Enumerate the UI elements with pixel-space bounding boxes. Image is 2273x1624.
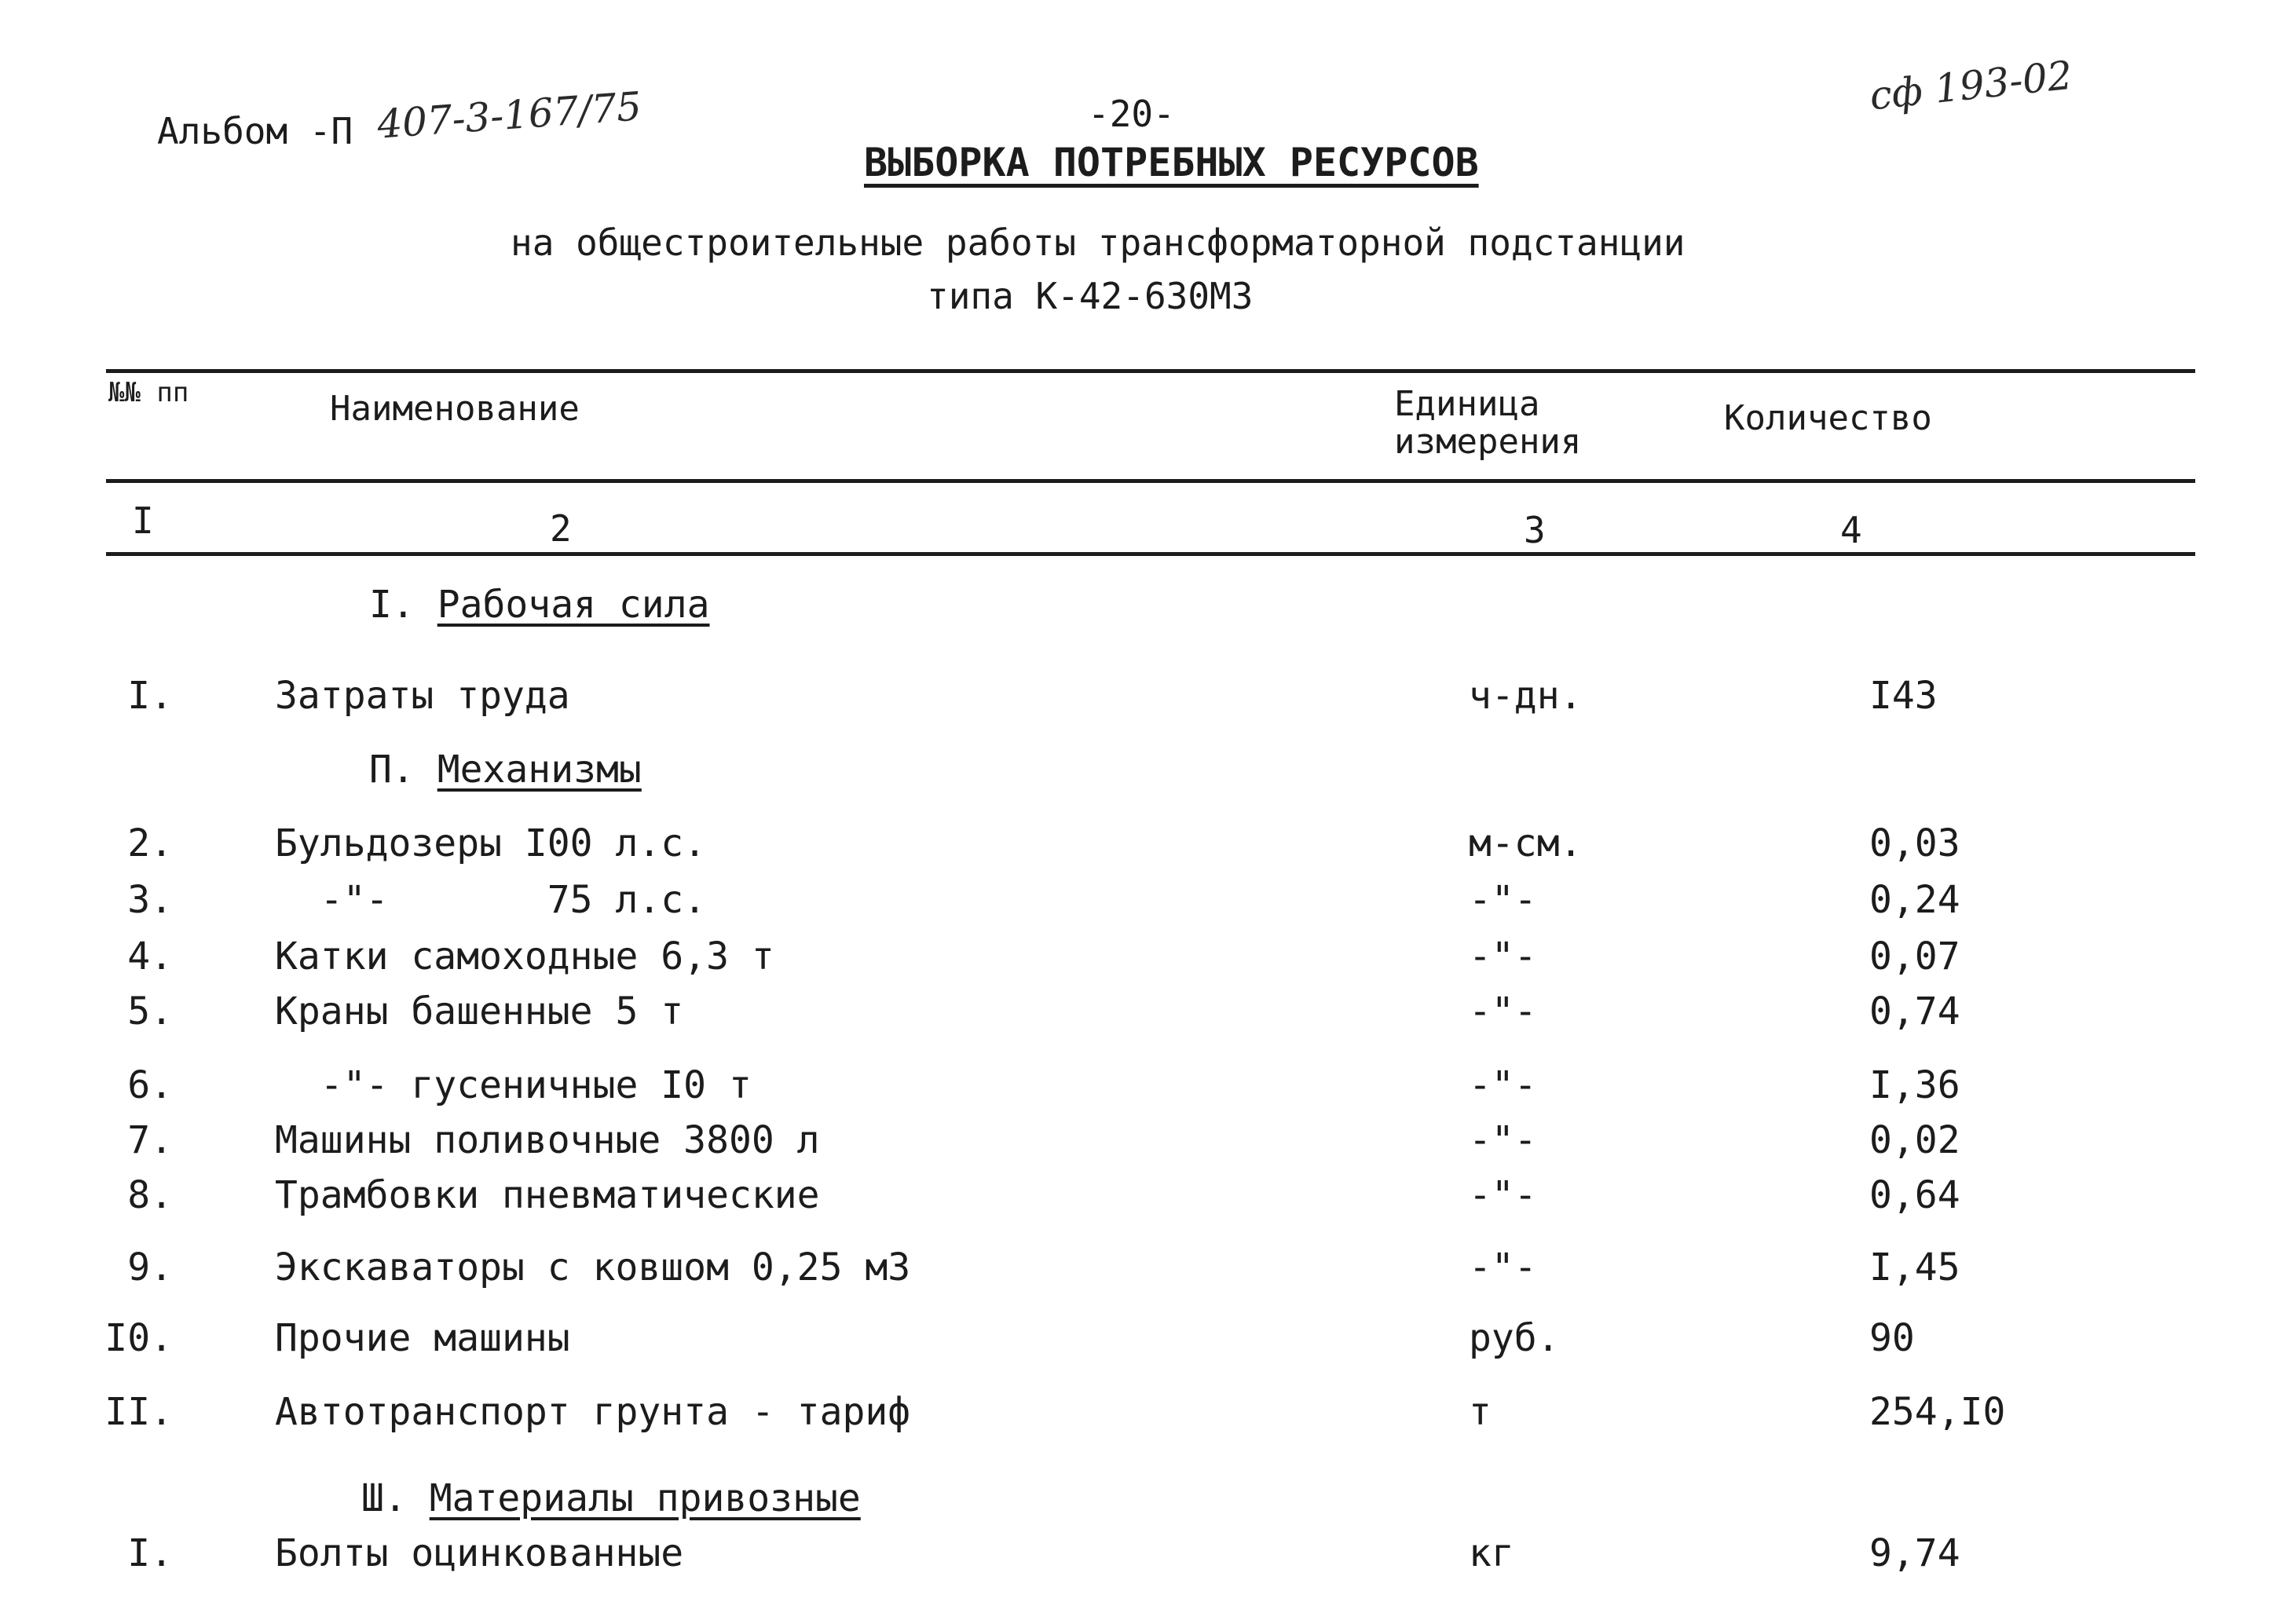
row-quantity: 9,74 (1869, 1531, 1960, 1575)
col-number-2: 2 (550, 507, 572, 550)
section-heading-labor (369, 583, 709, 627)
row-unit: -"- (1469, 878, 1537, 922)
table-row (0, 1118, 2273, 1165)
table-row (0, 935, 2273, 982)
section-title: Материалы привозные (429, 1476, 861, 1520)
row-number: 7. (127, 1118, 173, 1162)
row-number: I0. (104, 1316, 173, 1360)
row-quantity: 0,64 (1869, 1173, 1960, 1217)
row-number: 9. (127, 1245, 173, 1289)
row-quantity: 0,02 (1869, 1118, 1960, 1162)
col-header-qty: Количество (1724, 398, 1932, 438)
row-name: Экскаваторы с ковшом 0,25 м3 (275, 1245, 911, 1289)
row-number: II. (104, 1390, 173, 1434)
row-number: I. (127, 674, 173, 718)
row-quantity: 0,74 (1869, 989, 1960, 1033)
document-subtitle-line2: типа К-42-630МЗ (927, 275, 1254, 317)
col-header-unit-line2: измерения (1394, 422, 1582, 462)
row-number: 3. (127, 878, 173, 922)
row-unit: -"- (1469, 1245, 1537, 1289)
table-row (0, 989, 2273, 1037)
row-number: 2. (127, 821, 173, 865)
table-header-rule (106, 479, 2195, 483)
row-quantity: 90 (1869, 1316, 1915, 1360)
section-title: Рабочая сила (437, 583, 710, 627)
row-unit: кг (1469, 1531, 1514, 1575)
row-unit: ч-дн. (1469, 674, 1583, 718)
document-subtitle-line1: на общестроительные работы трансформаторной подстанции (511, 221, 1686, 264)
table-row (0, 674, 2273, 721)
table-top-rule (106, 369, 2195, 373)
section-title: Механизмы (437, 748, 642, 792)
table-row (0, 1531, 2273, 1578)
row-unit: -"- (1469, 1173, 1537, 1217)
col-header-unit-line1: Единица (1394, 384, 1540, 424)
row-unit: т (1469, 1390, 1492, 1434)
document-title: ВЫБОРКА ПОТРЕБНЫХ РЕСУРСОВ (864, 140, 1479, 185)
table-row (0, 1063, 2273, 1110)
row-name: -"- 75 л.с. (275, 878, 707, 922)
table-row (0, 878, 2273, 925)
table-row (0, 1173, 2273, 1220)
row-number: 8. (127, 1173, 173, 1217)
page-number: -20- (1088, 93, 1175, 135)
section-prefix: Ш. (361, 1476, 407, 1520)
row-name: Болты оцинкованные (275, 1531, 684, 1575)
row-quantity: I,36 (1869, 1063, 1960, 1107)
row-number: I. (127, 1531, 173, 1575)
row-unit: м-см. (1469, 821, 1583, 865)
row-name: Машины поливочные 3800 л (275, 1118, 820, 1162)
col-number-4: 4 (1840, 509, 1862, 551)
table-row (0, 1390, 2273, 1437)
row-number: 6. (127, 1063, 173, 1107)
row-quantity: 0,07 (1869, 935, 1960, 978)
row-quantity: 254,I0 (1869, 1390, 2006, 1434)
table-row (0, 1316, 2273, 1363)
row-unit: -"- (1469, 1118, 1537, 1162)
row-name: Автотранспорт грунта - тариф (275, 1390, 911, 1434)
row-quantity: 0,24 (1869, 878, 1960, 922)
section-prefix: П. (369, 748, 415, 792)
row-name: Затраты труда (275, 674, 570, 718)
row-unit: -"- (1469, 1063, 1537, 1107)
row-number: 5. (127, 989, 173, 1033)
row-quantity: I,45 (1869, 1245, 1960, 1289)
col-header-num: №№ пп (108, 377, 189, 408)
section-heading-materials (361, 1476, 861, 1520)
row-number: 4. (127, 935, 173, 978)
album-label: Альбом -П (157, 110, 353, 152)
col-number-1: I (132, 499, 154, 542)
row-unit: -"- (1469, 935, 1537, 978)
row-quantity: I43 (1869, 674, 1938, 718)
section-prefix: I. (369, 583, 415, 627)
row-quantity: 0,03 (1869, 821, 1960, 865)
col-number-3: 3 (1524, 509, 1546, 551)
table-row (0, 821, 2273, 869)
row-name: -"- гусеничные I0 т (275, 1063, 752, 1107)
row-unit: руб. (1469, 1316, 1560, 1360)
col-header-name: Наименование (330, 389, 580, 429)
table-columns-rule (106, 552, 2195, 556)
table-row (0, 1245, 2273, 1293)
row-name: Прочие машины (275, 1316, 570, 1360)
row-name: Бульдозеры I00 л.с. (275, 821, 707, 865)
row-name: Краны башенные 5 т (275, 989, 684, 1033)
corner-code-handwritten: сф 193-02 (1867, 52, 2075, 119)
album-code-handwritten: 407-3-167/75 (375, 83, 643, 148)
row-name: Катки самоходные 6,3 т (275, 935, 774, 978)
row-unit: -"- (1469, 989, 1537, 1033)
row-name: Трамбовки пневматические (275, 1173, 820, 1217)
section-heading-machinery (369, 748, 642, 792)
